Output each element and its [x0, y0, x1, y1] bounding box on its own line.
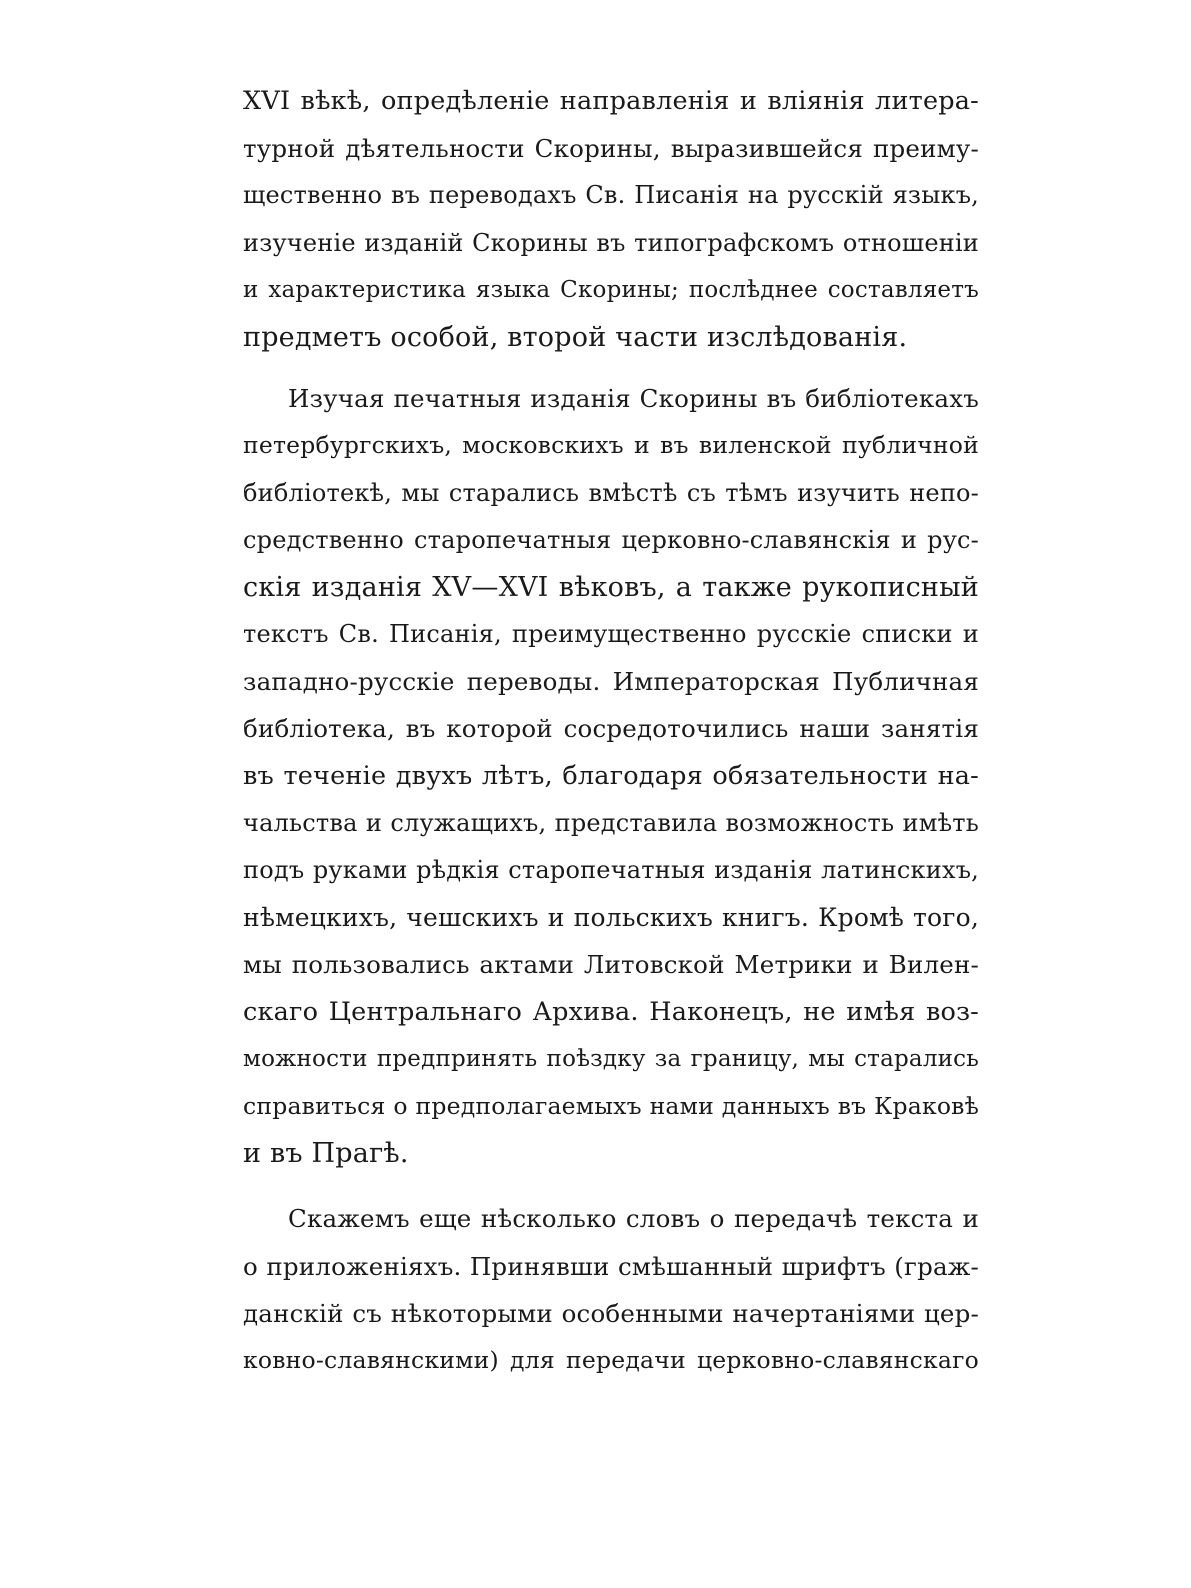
- text-line: ковно-славянскими) для передачи церковно-славянскаго: [243, 1345, 979, 1374]
- text-line: XVI вѣкѣ, опредѣленіе направленія и вліянія литера-: [243, 86, 979, 116]
- text-line: скаго Центральнаго Архива. Наконецъ, не имѣя воз-: [243, 996, 979, 1027]
- text-line: Изучая печатныя изданія Скорины въ библіотекахъ: [288, 384, 979, 414]
- text-line: щественно въ переводахъ Св. Писанія на русскій языкъ,: [243, 181, 979, 210]
- text-line: средственно старопечатныя церковно-славянскія и рус-: [243, 525, 979, 554]
- text-line: и въ Прагѣ.: [243, 1138, 409, 1170]
- text-line: библіотекѣ, мы старались вмѣстѣ съ тѣмъ изучить непо-: [243, 478, 979, 507]
- paragraph-gap: [243, 361, 979, 375]
- text-line: турной дѣятельности Скорины, выразившейся преиму-: [243, 134, 979, 164]
- body-text: [243, 78, 979, 1384]
- text-line: чальства и служащихъ, представила возможность имѣть: [243, 808, 979, 837]
- paragraph-3: [243, 1195, 979, 1384]
- paragraph-2: [243, 375, 979, 1177]
- text-line: подъ руками рѣдкія старопечатныя изданія латинскихъ,: [243, 856, 979, 884]
- text-line: данскій съ нѣкоторыми особенными начертаніями цер-: [243, 1298, 979, 1328]
- paragraph-gap: [243, 1177, 979, 1195]
- text-line: о приложеніяхъ. Принявши смѣшанный шрифтъ (граж-: [243, 1251, 979, 1281]
- text-line: западно-русскіе переводы. Императорская Публичная: [243, 667, 979, 697]
- text-line: справиться о предполагаемыхъ нами данныхъ въ Краковѣ: [243, 1091, 979, 1120]
- text-line: библіотека, въ которой сосредоточились наши занятія: [243, 714, 979, 744]
- text-line: петербургскихъ, московскихъ и въ виленской публичной: [243, 431, 979, 460]
- text-line: мы пользовались актами Литовской Метрики и Вилен-: [243, 950, 979, 980]
- text-line: изученіе изданій Скорины въ типографскомъ отношеніи: [243, 228, 979, 257]
- text-line: скія изданія XV—XVI вѣковъ, а также рукописный: [243, 571, 979, 603]
- text-line: можности предпринять поѣздку за границу, мы старались: [243, 1045, 979, 1072]
- text-line: текстъ Св. Писанія, преимущественно русскіе списки и: [243, 620, 979, 649]
- text-line: и характеристика языка Скорины; послѣднее составляетъ: [243, 276, 979, 303]
- text-line: въ теченіе двухъ лѣтъ, благодаря обязательности на-: [243, 760, 979, 791]
- paragraph-1: [243, 78, 979, 361]
- text-line: Скажемъ еще нѣсколько словъ о передачѣ текста и: [288, 1204, 979, 1234]
- text-line: нѣмецкихъ, чешскихъ и польскихъ книгъ. Кромѣ того,: [243, 903, 979, 933]
- text-line: предметъ особой, второй части изслѣдованія.: [243, 321, 908, 353]
